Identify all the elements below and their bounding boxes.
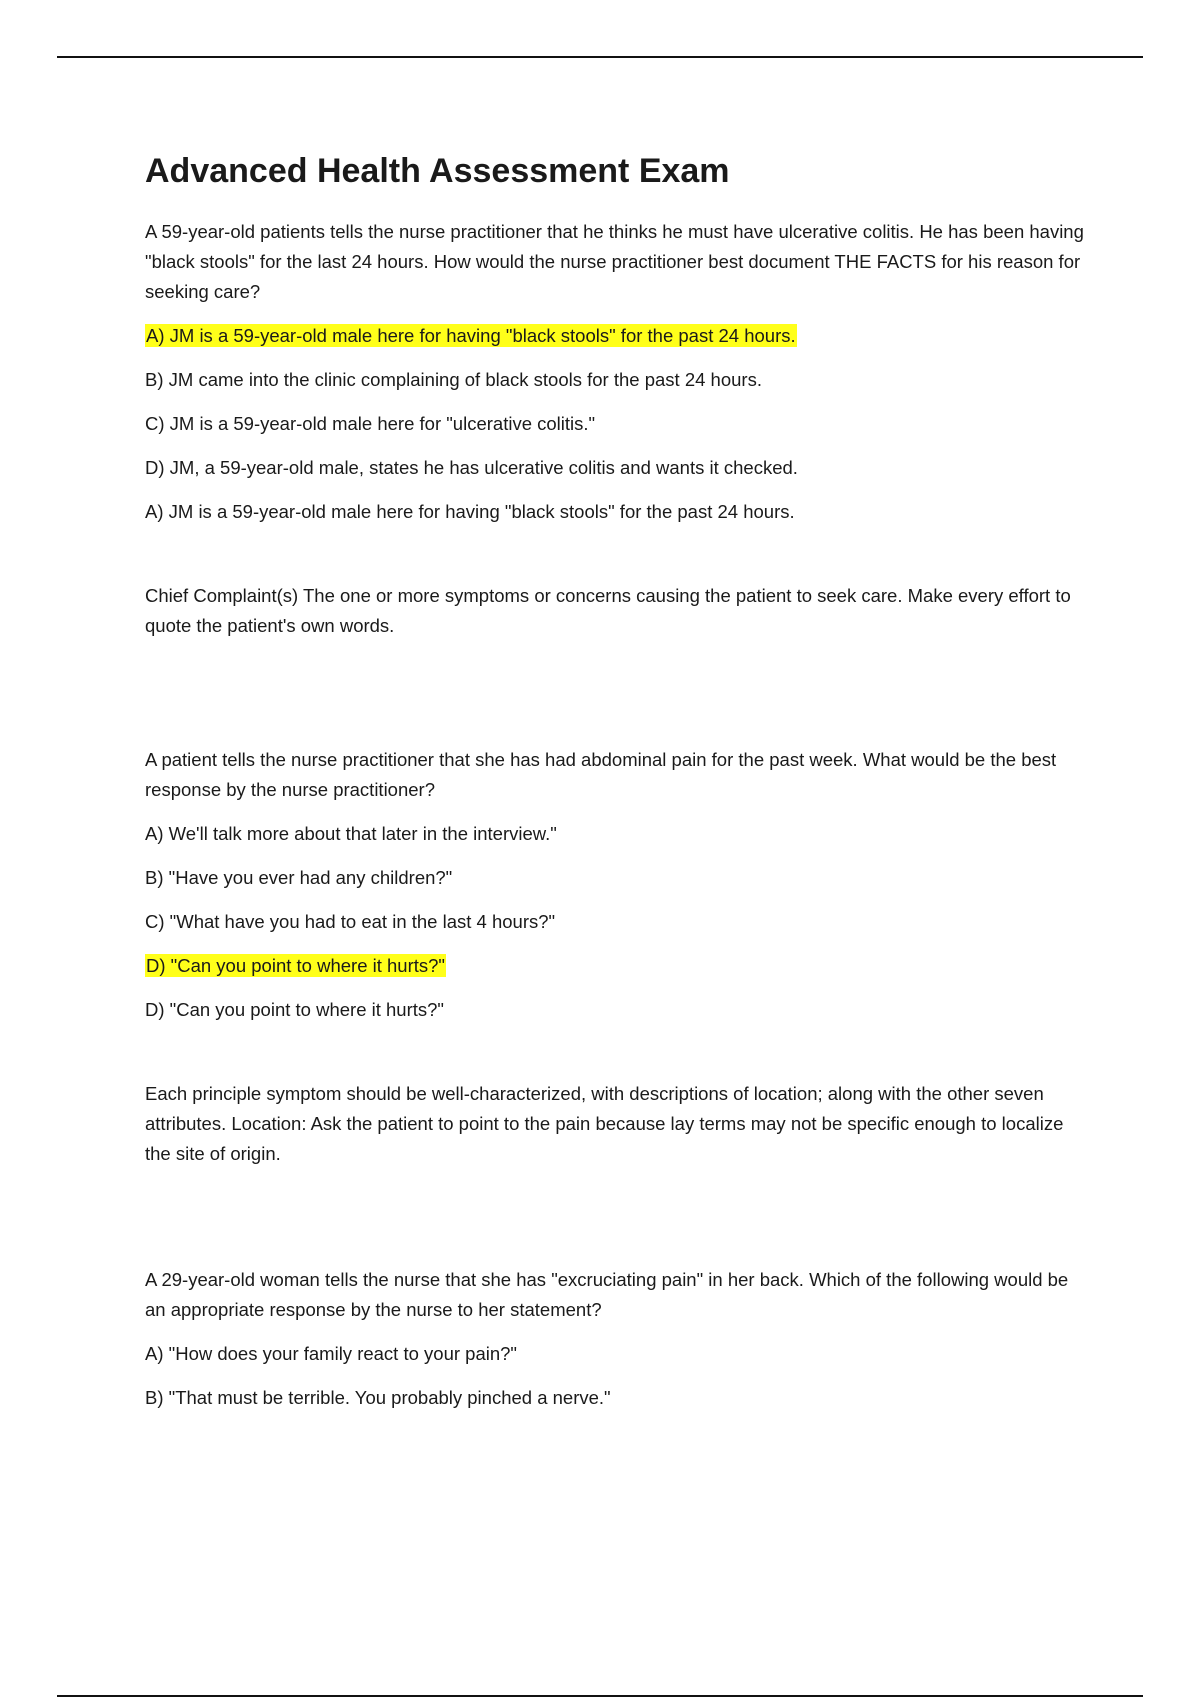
document-body	[145, 145, 1090, 1427]
highlighted-correct-option: D) "Can you point to where it hurts?"	[146, 955, 445, 976]
option-b: B) "Have you ever had any children?"	[145, 867, 453, 888]
option-a: A) "How does your family react to your pain?"	[145, 1343, 517, 1364]
option-a	[145, 321, 1090, 351]
question-stem: A 59-year-old patients tells the nurse practitioner that he thinks he must have ulcerative colitis. He has been having "black stools" for the last 24 hours. How would the nurse practitioner best document THE FACTS for his reason for seeking care?	[145, 221, 1084, 302]
question-stem: A 29-year-old woman tells the nurse that she has "excruciating pain" in her back. Which of the following would be an appropriate response by the nurse to her statement?	[145, 1269, 1069, 1320]
answer-line: D) "Can you point to where it hurts?"	[145, 999, 444, 1020]
option-d	[145, 951, 1090, 981]
rationale: Chief Complaint(s) The one or more symptoms or concerns causing the patient to seek care. Make every effort to quote the patient's own words.	[145, 585, 1071, 636]
option-c: C) JM is a 59-year-old male here for "ulcerative colitis."	[145, 413, 596, 434]
answer-line: A) JM is a 59-year-old male here for having "black stools" for the past 24 hours.	[145, 501, 795, 522]
highlighted-correct-option: A) JM is a 59-year-old male here for having "black stools" for the past 24 hours.	[146, 325, 796, 346]
header-rule	[57, 56, 1143, 58]
question-1	[145, 217, 1090, 641]
question-stem: A patient tells the nurse practitioner that she has had abdominal pain for the past week. What would be the best response by the nurse practitioner?	[145, 749, 1057, 800]
footer-rule	[57, 1695, 1143, 1697]
document-title: Advanced Health Assessment Exam	[145, 152, 730, 190]
question-2	[145, 745, 1090, 1169]
option-b: B) JM came into the clinic complaining of black stools for the past 24 hours.	[145, 369, 762, 390]
option-d: D) JM, a 59-year-old male, states he has ulcerative colitis and wants it checked.	[145, 457, 798, 478]
question-3	[145, 1265, 1090, 1413]
option-b: B) "That must be terrible. You probably pinched a nerve."	[145, 1387, 611, 1408]
option-a: A) We'll talk more about that later in the interview."	[145, 823, 557, 844]
rationale: Each principle symptom should be well-characterized, with descriptions of location; along with the other seven attributes. Location: Ask the patient to point to the pain because lay terms may not be specific enough to localize the site of origin.	[145, 1083, 1064, 1164]
option-c: C) "What have you had to eat in the last 4 hours?"	[145, 911, 556, 932]
